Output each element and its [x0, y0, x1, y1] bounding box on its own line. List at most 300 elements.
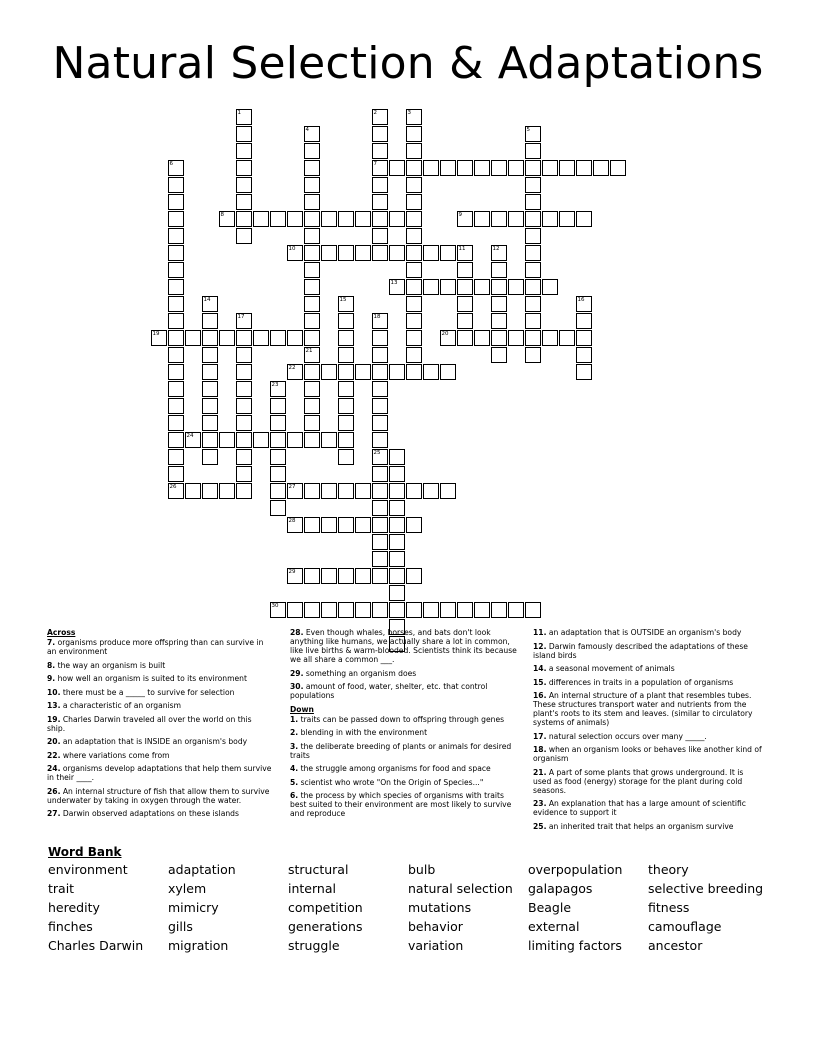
clue-item: 8. the way an organism is built: [47, 660, 166, 670]
grid-cell[interactable]: [440, 160, 456, 176]
clue-number: 10: [288, 246, 296, 252]
grid-cell[interactable]: [508, 160, 524, 176]
clue-item: 11. an adaptation that is OUTSIDE an organism's body: [533, 628, 742, 637]
grid-cell[interactable]: [338, 517, 354, 533]
grid-cell[interactable]: [236, 126, 252, 142]
grid-cell[interactable]: [474, 330, 490, 346]
grid-cell[interactable]: [525, 177, 541, 193]
grid-cell[interactable]: [168, 245, 184, 261]
grid-cell[interactable]: [270, 211, 286, 227]
grid-cell[interactable]: [423, 602, 439, 618]
grid-cell[interactable]: [508, 279, 524, 295]
grid-cell[interactable]: [168, 177, 184, 193]
clue-number: 22: [288, 365, 296, 371]
grid-cell[interactable]: [304, 177, 320, 193]
word-bank-item: limiting factors: [528, 938, 622, 953]
clue-number: 8: [220, 212, 224, 218]
grid-cell[interactable]: [372, 228, 388, 244]
grid-cell[interactable]: [525, 228, 541, 244]
grid-cell[interactable]: [372, 211, 388, 227]
grid-cell[interactable]: [168, 364, 184, 380]
grid-cell[interactable]: [168, 194, 184, 210]
word-bank-item: Beagle: [528, 900, 572, 915]
grid-cell[interactable]: [593, 160, 609, 176]
grid-cell[interactable]: [389, 466, 405, 482]
clue-item: 7. organisms produce more offspring than can survive in an environment: [47, 638, 264, 656]
grid-cell[interactable]: [219, 330, 235, 346]
grid-cell[interactable]: [372, 500, 388, 516]
grid-cell[interactable]: [559, 160, 575, 176]
grid-cell[interactable]: [406, 313, 422, 329]
grid-cell[interactable]: [423, 279, 439, 295]
grid-cell[interactable]: [372, 398, 388, 414]
grid-cell[interactable]: [389, 449, 405, 465]
grid-cell[interactable]: [440, 602, 456, 618]
grid-cell[interactable]: [338, 381, 354, 397]
grid-cell[interactable]: [491, 279, 507, 295]
grid-cell[interactable]: [253, 432, 269, 448]
grid-cell[interactable]: [406, 296, 422, 312]
grid-cell[interactable]: [474, 279, 490, 295]
grid-cell[interactable]: [287, 211, 303, 227]
grid-cell[interactable]: [559, 330, 575, 346]
grid-cell[interactable]: [491, 296, 507, 312]
grid-cell[interactable]: [389, 245, 405, 261]
grid-cell[interactable]: [525, 279, 541, 295]
grid-cell[interactable]: [168, 398, 184, 414]
grid-cell[interactable]: [372, 126, 388, 142]
clue-item: 10. there must be a _____ to survive for selection: [47, 687, 235, 697]
grid-cell[interactable]: [321, 432, 337, 448]
grid-cell[interactable]: [168, 313, 184, 329]
grid-cell[interactable]: [355, 602, 371, 618]
clue-item: 14. a seasonal movement of animals: [533, 664, 675, 673]
grid-cell[interactable]: [338, 313, 354, 329]
word-bank-item: generations: [288, 919, 363, 934]
clue-item: 28. Even though whales, horses, and bats don't look anything like humans, we actually share a lot in common, like live births & warm-blooded. Scientists think its because we all share a common ___.: [290, 628, 517, 664]
grid-cell[interactable]: [525, 262, 541, 278]
clue-item: 29. something an organism does: [290, 668, 417, 678]
word-bank-item: natural selection: [408, 881, 513, 896]
grid-cell[interactable]: [253, 211, 269, 227]
grid-cell[interactable]: [202, 330, 218, 346]
grid-cell[interactable]: [457, 279, 473, 295]
clue-number: 13: [390, 280, 398, 286]
grid-cell[interactable]: [372, 381, 388, 397]
grid-cell[interactable]: [508, 602, 524, 618]
grid-cell[interactable]: [338, 415, 354, 431]
grid-cell[interactable]: [406, 262, 422, 278]
grid-cell[interactable]: [389, 551, 405, 567]
grid-cell[interactable]: [355, 364, 371, 380]
grid-cell[interactable]: [389, 568, 405, 584]
grid-cell[interactable]: [474, 160, 490, 176]
clue-item: 3. the deliberate breeding of plants or animals for desired traits: [290, 741, 512, 760]
grid-cell[interactable]: [287, 602, 303, 618]
grid-cell[interactable]: [304, 517, 320, 533]
grid-cell[interactable]: [304, 568, 320, 584]
grid-cell[interactable]: [338, 330, 354, 346]
grid-cell[interactable]: [355, 245, 371, 261]
grid-cell[interactable]: [491, 347, 507, 363]
grid-cell[interactable]: [372, 483, 388, 499]
grid-cell[interactable]: [236, 364, 252, 380]
grid-cell[interactable]: [372, 330, 388, 346]
grid-cell[interactable]: [576, 160, 592, 176]
grid-cell[interactable]: [304, 245, 320, 261]
grid-cell[interactable]: [304, 279, 320, 295]
grid-cell[interactable]: [168, 279, 184, 295]
grid-cell[interactable]: [236, 381, 252, 397]
word-bank-item: xylem: [168, 881, 207, 896]
grid-cell[interactable]: [542, 279, 558, 295]
clue-number: 14: [203, 297, 211, 303]
grid-cell[interactable]: [525, 245, 541, 261]
grid-cell[interactable]: [270, 483, 286, 499]
page-title: Natural Selection & Adaptations: [52, 38, 764, 89]
grid-cell[interactable]: [389, 160, 405, 176]
grid-cell[interactable]: [406, 245, 422, 261]
grid-cell[interactable]: [372, 143, 388, 159]
clue-number: 18: [373, 314, 381, 320]
grid-cell[interactable]: [236, 466, 252, 482]
grid-cell[interactable]: [491, 160, 507, 176]
grid-cell[interactable]: [270, 432, 286, 448]
clue-item: 25. an inherited trait that helps an organism survive: [533, 821, 734, 831]
grid-cell[interactable]: [185, 330, 201, 346]
grid-cell[interactable]: [287, 432, 303, 448]
grid-cell[interactable]: [491, 262, 507, 278]
grid-cell[interactable]: [253, 330, 269, 346]
grid-cell[interactable]: [338, 483, 354, 499]
word-bank: [48, 862, 788, 957]
grid-cell[interactable]: [236, 347, 252, 363]
grid-cell[interactable]: [219, 432, 235, 448]
grid-cell[interactable]: [270, 466, 286, 482]
grid-cell[interactable]: [355, 211, 371, 227]
grid-cell[interactable]: [389, 517, 405, 533]
grid-cell[interactable]: [457, 313, 473, 329]
clue-number: 30: [271, 603, 279, 609]
grid-cell[interactable]: [406, 279, 422, 295]
grid-cell[interactable]: [270, 500, 286, 516]
grid-cell[interactable]: [440, 483, 456, 499]
grid-cell[interactable]: [372, 568, 388, 584]
grid-cell[interactable]: [372, 602, 388, 618]
grid-cell[interactable]: [168, 228, 184, 244]
grid-cell[interactable]: [423, 245, 439, 261]
grid-cell[interactable]: [338, 449, 354, 465]
clue-number: 3: [407, 110, 411, 116]
grid-cell[interactable]: [389, 211, 405, 227]
grid-cell[interactable]: [202, 415, 218, 431]
grid-cell[interactable]: [168, 381, 184, 397]
grid-cell[interactable]: [508, 211, 524, 227]
grid-cell[interactable]: [525, 313, 541, 329]
grid-cell[interactable]: [236, 330, 252, 346]
grid-cell[interactable]: [372, 245, 388, 261]
grid-cell[interactable]: [389, 364, 405, 380]
grid-cell[interactable]: [321, 364, 337, 380]
grid-cell[interactable]: [168, 330, 184, 346]
grid-cell[interactable]: [321, 568, 337, 584]
word-bank-item: bulb: [408, 862, 436, 877]
word-bank-item: structural: [288, 862, 349, 877]
grid-cell[interactable]: [321, 483, 337, 499]
word-bank-item: ancestor: [648, 938, 703, 953]
grid-cell[interactable]: [406, 228, 422, 244]
grid-cell[interactable]: [491, 330, 507, 346]
grid-cell[interactable]: [202, 381, 218, 397]
clue-item: 27. Darwin observed adaptations on these islands: [47, 809, 239, 818]
clue-item: 5. scientist who wrote "On the Origin of Species...": [290, 777, 484, 787]
grid-cell[interactable]: [304, 211, 320, 227]
grid-cell[interactable]: [168, 432, 184, 448]
grid-cell[interactable]: [406, 364, 422, 380]
word-bank-item: galapagos: [528, 881, 593, 896]
grid-cell[interactable]: [304, 398, 320, 414]
word-bank-item: external: [528, 919, 580, 934]
grid-cell[interactable]: [202, 364, 218, 380]
grid-cell[interactable]: [525, 194, 541, 210]
grid-cell[interactable]: [610, 160, 626, 176]
word-bank-item: fitness: [648, 900, 690, 915]
clue-item: 21. A part of some plants that grows underground. It is used as food (energy) storage for the plant during cold seasons.: [533, 767, 744, 795]
grid-cell[interactable]: [270, 398, 286, 414]
grid-cell[interactable]: [168, 415, 184, 431]
grid-cell[interactable]: [525, 296, 541, 312]
grid-cell[interactable]: [525, 143, 541, 159]
grid-cell[interactable]: [406, 568, 422, 584]
word-bank-item: theory: [648, 862, 689, 877]
grid-cell[interactable]: [236, 211, 252, 227]
grid-cell[interactable]: [219, 483, 235, 499]
grid-cell[interactable]: [576, 313, 592, 329]
grid-cell[interactable]: [525, 160, 541, 176]
grid-cell[interactable]: [355, 483, 371, 499]
grid-cell[interactable]: [576, 364, 592, 380]
grid-cell[interactable]: [372, 517, 388, 533]
grid-cell[interactable]: [406, 194, 422, 210]
grid-cell[interactable]: [576, 211, 592, 227]
grid-cell[interactable]: [406, 602, 422, 618]
grid-cell[interactable]: [406, 347, 422, 363]
grid-cell[interactable]: [338, 211, 354, 227]
clue-item: 26. An internal structure of fish that allow them to survive underwater by taking in oxygen through the water.: [47, 786, 270, 805]
grid-cell[interactable]: [406, 330, 422, 346]
grid-cell[interactable]: [406, 177, 422, 193]
grid-cell[interactable]: [508, 330, 524, 346]
grid-cell[interactable]: [372, 194, 388, 210]
grid-cell[interactable]: [321, 517, 337, 533]
clue-number: 4: [305, 127, 309, 133]
grid-cell[interactable]: [338, 398, 354, 414]
grid-cell[interactable]: [457, 602, 473, 618]
grid-cell[interactable]: [440, 279, 456, 295]
grid-cell[interactable]: [236, 143, 252, 159]
grid-cell[interactable]: [491, 313, 507, 329]
grid-cell[interactable]: [304, 381, 320, 397]
grid-cell[interactable]: [389, 602, 405, 618]
grid-cell[interactable]: [525, 330, 541, 346]
grid-cell[interactable]: [576, 330, 592, 346]
grid-cell[interactable]: [304, 228, 320, 244]
grid-cell[interactable]: [423, 364, 439, 380]
grid-cell[interactable]: [202, 432, 218, 448]
grid-cell[interactable]: [202, 347, 218, 363]
grid-cell[interactable]: [270, 415, 286, 431]
grid-cell[interactable]: [457, 262, 473, 278]
grid-cell[interactable]: [372, 466, 388, 482]
grid-cell[interactable]: [236, 432, 252, 448]
grid-cell[interactable]: [304, 602, 320, 618]
clue-item: 17. natural selection occurs over many _____.: [533, 731, 707, 741]
clues-column-3: [533, 628, 763, 835]
word-bank-item: behavior: [408, 919, 463, 934]
clue-number: 9: [458, 212, 462, 218]
grid-cell[interactable]: [270, 330, 286, 346]
word-bank-item: variation: [408, 938, 464, 953]
clue-number: 25: [373, 450, 381, 456]
grid-cell[interactable]: [304, 432, 320, 448]
grid-cell[interactable]: [338, 568, 354, 584]
clue-number: 21: [305, 348, 313, 354]
grid-cell[interactable]: [372, 364, 388, 380]
grid-cell[interactable]: [372, 551, 388, 567]
grid-cell[interactable]: [236, 449, 252, 465]
grid-cell[interactable]: [338, 432, 354, 448]
grid-cell[interactable]: [304, 262, 320, 278]
grid-cell[interactable]: [406, 126, 422, 142]
grid-cell[interactable]: [236, 398, 252, 414]
grid-cell[interactable]: [168, 466, 184, 482]
grid-cell[interactable]: [542, 330, 558, 346]
clue-number: 15: [339, 297, 347, 303]
word-bank-item: finches: [48, 919, 93, 934]
grid-cell[interactable]: [406, 143, 422, 159]
grid-cell[interactable]: [202, 313, 218, 329]
clue-number: 17: [237, 314, 245, 320]
grid-cell[interactable]: [236, 415, 252, 431]
grid-cell[interactable]: [542, 160, 558, 176]
grid-cell[interactable]: [338, 602, 354, 618]
grid-cell[interactable]: [372, 534, 388, 550]
grid-cell[interactable]: [491, 211, 507, 227]
grid-cell[interactable]: [372, 432, 388, 448]
clue-item: 18. when an organism looks or behaves like another kind of organism: [533, 745, 762, 763]
grid-cell[interactable]: [202, 398, 218, 414]
clue-number: 1: [237, 110, 241, 116]
grid-cell[interactable]: [423, 483, 439, 499]
grid-cell[interactable]: [202, 483, 218, 499]
grid-cell[interactable]: [525, 211, 541, 227]
down-heading: Down: [290, 704, 314, 714]
clue-number: 11: [458, 246, 466, 252]
clue-number: 12: [492, 246, 500, 252]
grid-cell[interactable]: [321, 245, 337, 261]
grid-cell[interactable]: [202, 449, 218, 465]
clue-item: 20. an adaptation that is INSIDE an organism's body: [47, 737, 248, 746]
grid-cell[interactable]: [525, 602, 541, 618]
grid-cell[interactable]: [168, 449, 184, 465]
grid-cell[interactable]: [304, 364, 320, 380]
grid-cell[interactable]: [406, 483, 422, 499]
grid-cell[interactable]: [168, 296, 184, 312]
grid-cell[interactable]: [389, 585, 405, 601]
grid-cell[interactable]: [185, 483, 201, 499]
grid-cell[interactable]: [406, 211, 422, 227]
grid-cell[interactable]: [236, 483, 252, 499]
grid-cell[interactable]: [304, 483, 320, 499]
grid-cell[interactable]: [559, 211, 575, 227]
grid-cell[interactable]: [389, 483, 405, 499]
clue-number: 24: [186, 433, 194, 439]
clue-item: 4. the struggle among organisms for food and space: [290, 764, 491, 773]
grid-cell[interactable]: [236, 177, 252, 193]
grid-cell[interactable]: [406, 160, 422, 176]
word-bank-item: migration: [168, 938, 229, 953]
grid-cell[interactable]: [423, 160, 439, 176]
grid-cell[interactable]: [168, 211, 184, 227]
grid-cell[interactable]: [338, 245, 354, 261]
grid-cell[interactable]: [457, 330, 473, 346]
grid-cell[interactable]: [542, 211, 558, 227]
grid-cell[interactable]: [372, 347, 388, 363]
grid-cell[interactable]: [304, 330, 320, 346]
grid-cell[interactable]: [338, 364, 354, 380]
word-bank-item: overpopulation: [528, 862, 623, 877]
grid-cell[interactable]: [287, 330, 303, 346]
grid-cell[interactable]: [304, 415, 320, 431]
grid-cell[interactable]: [236, 160, 252, 176]
clue-number: 23: [271, 382, 279, 388]
grid-cell[interactable]: [457, 296, 473, 312]
grid-cell[interactable]: [304, 194, 320, 210]
grid-cell[interactable]: [304, 296, 320, 312]
grid-cell[interactable]: [372, 177, 388, 193]
grid-cell[interactable]: [168, 262, 184, 278]
grid-cell[interactable]: [236, 194, 252, 210]
grid-cell[interactable]: [304, 313, 320, 329]
grid-cell[interactable]: [406, 517, 422, 533]
clues-column-1: [47, 628, 272, 823]
grid-cell[interactable]: [491, 602, 507, 618]
grid-cell[interactable]: [389, 500, 405, 516]
grid-cell[interactable]: [304, 143, 320, 159]
grid-cell[interactable]: [270, 449, 286, 465]
grid-cell[interactable]: [168, 347, 184, 363]
grid-cell[interactable]: [355, 568, 371, 584]
grid-cell[interactable]: [321, 602, 337, 618]
word-bank-item: mutations: [408, 900, 472, 915]
grid-cell[interactable]: [389, 534, 405, 550]
grid-cell[interactable]: [321, 211, 337, 227]
grid-cell[interactable]: [474, 211, 490, 227]
grid-cell[interactable]: [576, 347, 592, 363]
clue-item: 16. An internal structure of a plant that resembles tubes. These structures transport water and nutrients from the plant's roots to its stem and leaves. (similar to circulatory systems of animals): [533, 691, 753, 727]
grid-cell[interactable]: [304, 160, 320, 176]
grid-cell[interactable]: [372, 415, 388, 431]
grid-cell[interactable]: [474, 602, 490, 618]
grid-cell[interactable]: [440, 245, 456, 261]
grid-cell[interactable]: [338, 347, 354, 363]
grid-cell[interactable]: [236, 228, 252, 244]
grid-cell[interactable]: [457, 160, 473, 176]
grid-cell[interactable]: [525, 347, 541, 363]
grid-cell[interactable]: [440, 364, 456, 380]
grid-cell[interactable]: [355, 517, 371, 533]
clue-item: 13. a characteristic of an organism: [47, 701, 182, 710]
